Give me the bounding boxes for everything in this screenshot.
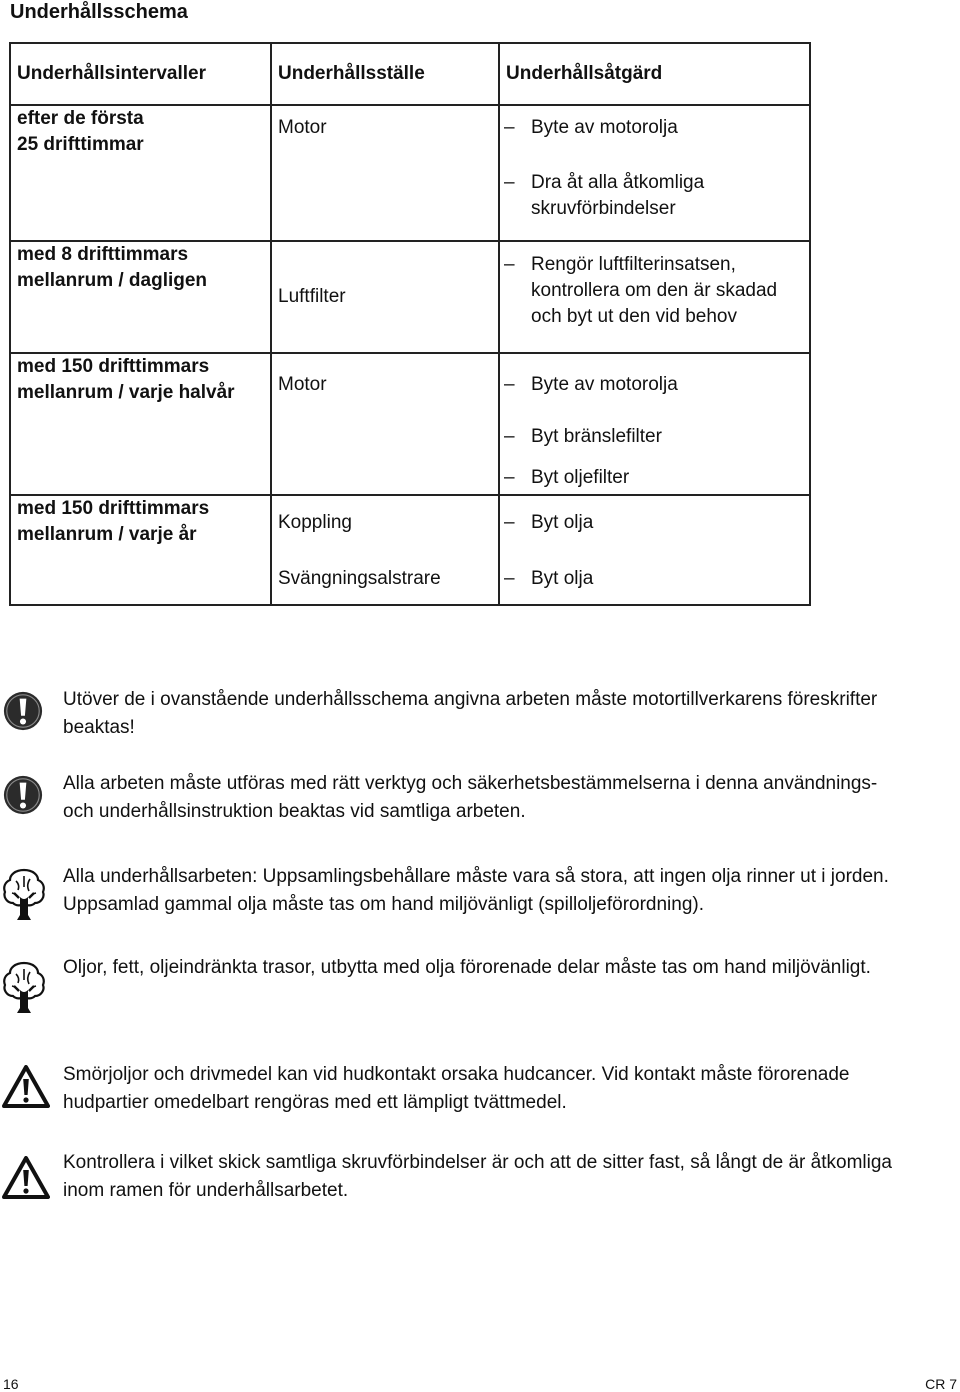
header-actions: Underhållsåtgärd — [499, 43, 810, 105]
action-text: Byte av motorolja — [531, 117, 678, 138]
action-text: Dra åt alla åtkomliga — [531, 172, 705, 193]
dash-marker: – — [504, 467, 515, 488]
action-text: Byt olja — [531, 568, 594, 589]
note-text: Oljor, fett, oljeindränkta trasor, utbytta med olja förorenade delar måste tas om hand miljövänligt. — [63, 957, 871, 978]
action-text: Byt bränslefilter — [531, 426, 662, 447]
action-item — [504, 115, 678, 141]
action-text: Rengör luftfilterinsatsen, — [531, 254, 736, 275]
page-title: Underhållsschema — [10, 1, 188, 23]
dash-marker: – — [504, 172, 515, 193]
place-cell — [271, 241, 499, 353]
table-row — [10, 241, 810, 353]
action-item — [504, 424, 662, 450]
table-row — [10, 495, 810, 605]
place-text: Svängningsalstrare — [278, 568, 441, 589]
note-text: Kontrollera i vilket skick samtliga skruvförbindelser är och att de sitter fast, så långt de är åtkomliga inom ramen för underhållsarbetet. — [63, 1152, 892, 1201]
tree-icon — [2, 866, 46, 924]
place-text: Motor — [278, 117, 327, 138]
action-text: Byt oljefilter — [531, 467, 630, 488]
place-text: Koppling — [278, 512, 352, 533]
place-text: Luftfilter — [278, 286, 346, 307]
action-cell — [499, 241, 810, 353]
action-cell — [499, 105, 810, 241]
header-intervals: Underhållsintervaller — [10, 43, 271, 105]
place-cell — [271, 105, 499, 241]
dash-marker: – — [504, 254, 515, 275]
interval-line: mellanrum / dagligen — [17, 270, 208, 291]
place-cell — [271, 495, 499, 605]
maintenance-schedule-table — [9, 42, 811, 606]
dash-marker: – — [504, 426, 515, 447]
table-header-row — [10, 43, 810, 105]
exclamation-icon — [2, 690, 44, 732]
interval-line: mellanrum / varje halvår — [17, 382, 235, 403]
interval-line: med 8 drifttimmars — [17, 244, 189, 265]
note-text: Alla arbeten måste utföras med rätt verktyg och säkerhetsbestämmelserna i denna användnings- och underhållsinstruktion beaktas vid samtliga arbeten. — [63, 773, 878, 822]
warning-triangle-icon — [2, 1156, 50, 1200]
action-item — [504, 372, 678, 398]
footer-code: CR 7 — [925, 1376, 957, 1392]
action-cell — [499, 495, 810, 605]
action-text: skruvförbindelser — [531, 198, 676, 219]
action-item — [504, 465, 629, 491]
action-text: kontrollera om den är skadad — [531, 280, 778, 301]
interval-line: med 150 drifttimmars — [17, 356, 210, 377]
table-row — [10, 353, 810, 495]
note-text: Alla underhållsarbeten: Uppsamlingsbehållare måste vara så stora, att ingen olja rinner ut i jorden. Uppsamlad gammal olja måste tas om hand miljövänligt (spilloljeförordning). — [63, 866, 889, 915]
action-item — [504, 252, 777, 330]
header-places: Underhållsställe — [271, 43, 499, 105]
action-text: Byt olja — [531, 512, 594, 533]
action-text: Byte av motorolja — [531, 374, 678, 395]
note-text: Smörjoljor och drivmedel kan vid hudkontakt orsaka hudcancer. Vid kontakt måste förorenade hudpartier omedelbart rengöras med ett lämpligt tvättmedel. — [63, 1064, 850, 1113]
interval-cell — [10, 105, 271, 241]
dash-marker: – — [504, 512, 515, 533]
dash-marker: – — [504, 117, 515, 138]
interval-line: 25 drifttimmar — [17, 134, 144, 155]
action-item — [504, 510, 593, 536]
interval-line: mellanrum / varje år — [17, 524, 197, 545]
place-text: Motor — [278, 374, 327, 395]
page-number: 16 — [3, 1376, 19, 1392]
interval-line: efter de första — [17, 108, 144, 129]
action-item — [504, 566, 593, 592]
exclamation-icon — [2, 774, 44, 816]
dash-marker: – — [504, 568, 515, 589]
interval-cell — [10, 353, 271, 495]
interval-cell — [10, 495, 271, 605]
place-cell — [271, 353, 499, 495]
dash-marker: – — [504, 374, 515, 395]
action-text: och byt ut den vid behov — [531, 306, 737, 327]
interval-line: med 150 drifttimmars — [17, 498, 210, 519]
action-item — [504, 170, 704, 222]
note-text: Utöver de i ovanstående underhållsschema angivna arbeten måste motortillverkarens föreskrifter beaktas! — [63, 689, 878, 738]
warning-triangle-icon — [2, 1065, 50, 1109]
interval-cell — [10, 241, 271, 353]
action-cell — [499, 353, 810, 495]
table-row — [10, 105, 810, 241]
tree-icon — [2, 959, 46, 1017]
